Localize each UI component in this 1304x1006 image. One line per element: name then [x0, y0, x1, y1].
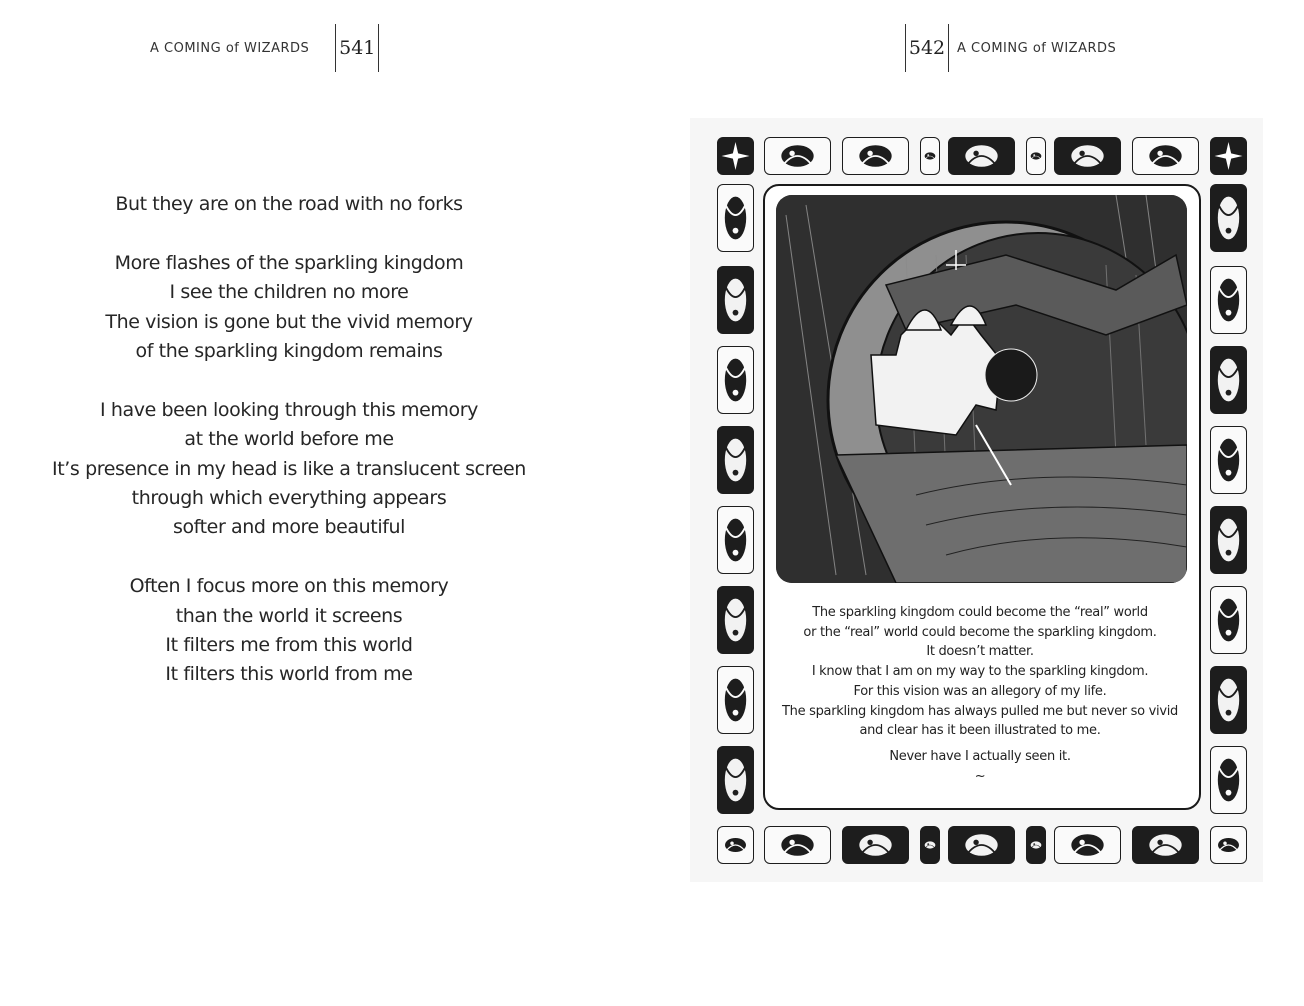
left-running-head	[150, 24, 379, 72]
right-header-title: A COMING of WIZARDS	[957, 40, 1117, 56]
zodiac-tile-bottom	[920, 826, 940, 864]
zodiac-tile-top	[764, 137, 831, 175]
zodiac-tile-left	[717, 586, 754, 654]
zodiac-tile-bottom	[717, 826, 754, 864]
zodiac-tile-left	[717, 506, 754, 574]
zodiac-tile-top	[1210, 137, 1247, 175]
poem-line: More flashes of the sparkling kingdom	[114, 251, 464, 274]
zodiac-tile-right	[1210, 666, 1247, 734]
poem-line: softer and more beautiful	[172, 516, 406, 539]
right-page-number: 542	[905, 24, 949, 72]
zodiac-tile-right	[1210, 346, 1247, 414]
poem-stanza	[40, 572, 538, 690]
caption-line: or the “real” world could become the sparkling kingdom.	[803, 624, 1157, 640]
poem-text	[40, 190, 538, 719]
zodiac-tile-left	[717, 746, 754, 814]
zodiac-tile-right	[1210, 266, 1247, 334]
left-page-number: 541	[335, 24, 379, 72]
zodiac-tile-bottom	[764, 826, 831, 864]
sparkling-kingdom-illustration	[776, 195, 1187, 583]
poem-line: than the world it screens	[175, 604, 403, 627]
caption-line: For this vision was an allegory of my life.	[853, 683, 1107, 699]
zodiac-tile-left	[717, 666, 754, 734]
caption-tilde: ~	[974, 768, 986, 784]
zodiac-tile-left	[717, 184, 754, 252]
zodiac-tile-bottom	[1210, 826, 1247, 864]
zodiac-tile-bottom	[1026, 826, 1046, 864]
poem-line: It’s presence in my head is like a translucent screen	[52, 457, 526, 480]
poem-line: I have been looking through this memory	[100, 398, 478, 421]
poem-line: through which everything appears	[131, 487, 447, 510]
poem-line: at the world before me	[184, 428, 394, 451]
zodiac-tile-right	[1210, 746, 1247, 814]
zodiac-tile-top	[920, 137, 940, 175]
zodiac-tile-left	[717, 426, 754, 494]
poem-line: Often I focus more on this memory	[129, 575, 449, 598]
zodiac-tile-right	[1210, 506, 1247, 574]
poem-line: It filters this world from me	[165, 663, 413, 686]
zodiac-tile-top	[842, 137, 909, 175]
zodiac-tile-top	[717, 137, 754, 175]
poem-line: I see the children no more	[169, 281, 409, 304]
zodiac-tile-right	[1210, 586, 1247, 654]
caption-line: The sparkling kingdom has always pulled me but never so vivid	[782, 703, 1178, 719]
caption-line: I know that I am on my way to the sparkling kingdom.	[811, 664, 1149, 680]
zodiac-tile-top	[948, 137, 1015, 175]
zodiac-tile-right	[1210, 426, 1247, 494]
caption-final-line: Never have I actually seen it.	[889, 748, 1071, 764]
poem-stanza	[40, 190, 538, 219]
poem-line: of the sparkling kingdom remains	[135, 340, 443, 363]
zodiac-tile-top	[1132, 137, 1199, 175]
caption-line: It doesn’t matter.	[926, 644, 1034, 660]
zodiac-tile-bottom	[842, 826, 909, 864]
caption-line: and clear has it been illustrated to me.	[859, 723, 1101, 739]
caption-line: The sparkling kingdom could become the “real” world	[812, 605, 1148, 620]
zodiac-tile-right	[1210, 184, 1247, 252]
poem-line: It filters me from this world	[165, 634, 413, 657]
zodiac-tile-bottom	[1132, 826, 1199, 864]
poem-stanza	[40, 396, 538, 543]
left-header-title: A COMING of WIZARDS	[150, 40, 310, 56]
right-running-head	[905, 24, 1116, 72]
poem-stanza	[40, 249, 538, 367]
zodiac-tile-top	[1054, 137, 1121, 175]
zodiac-tile-bottom	[1054, 826, 1121, 864]
zodiac-tile-bottom	[948, 826, 1015, 864]
poem-line: But they are on the road with no forks	[115, 193, 463, 215]
zodiac-tile-left	[717, 346, 754, 414]
zodiac-tile-left	[717, 266, 754, 334]
poem-line: The vision is gone but the vivid memory	[105, 310, 473, 333]
illustration-caption	[770, 603, 1190, 786]
zodiac-tile-top	[1026, 137, 1046, 175]
